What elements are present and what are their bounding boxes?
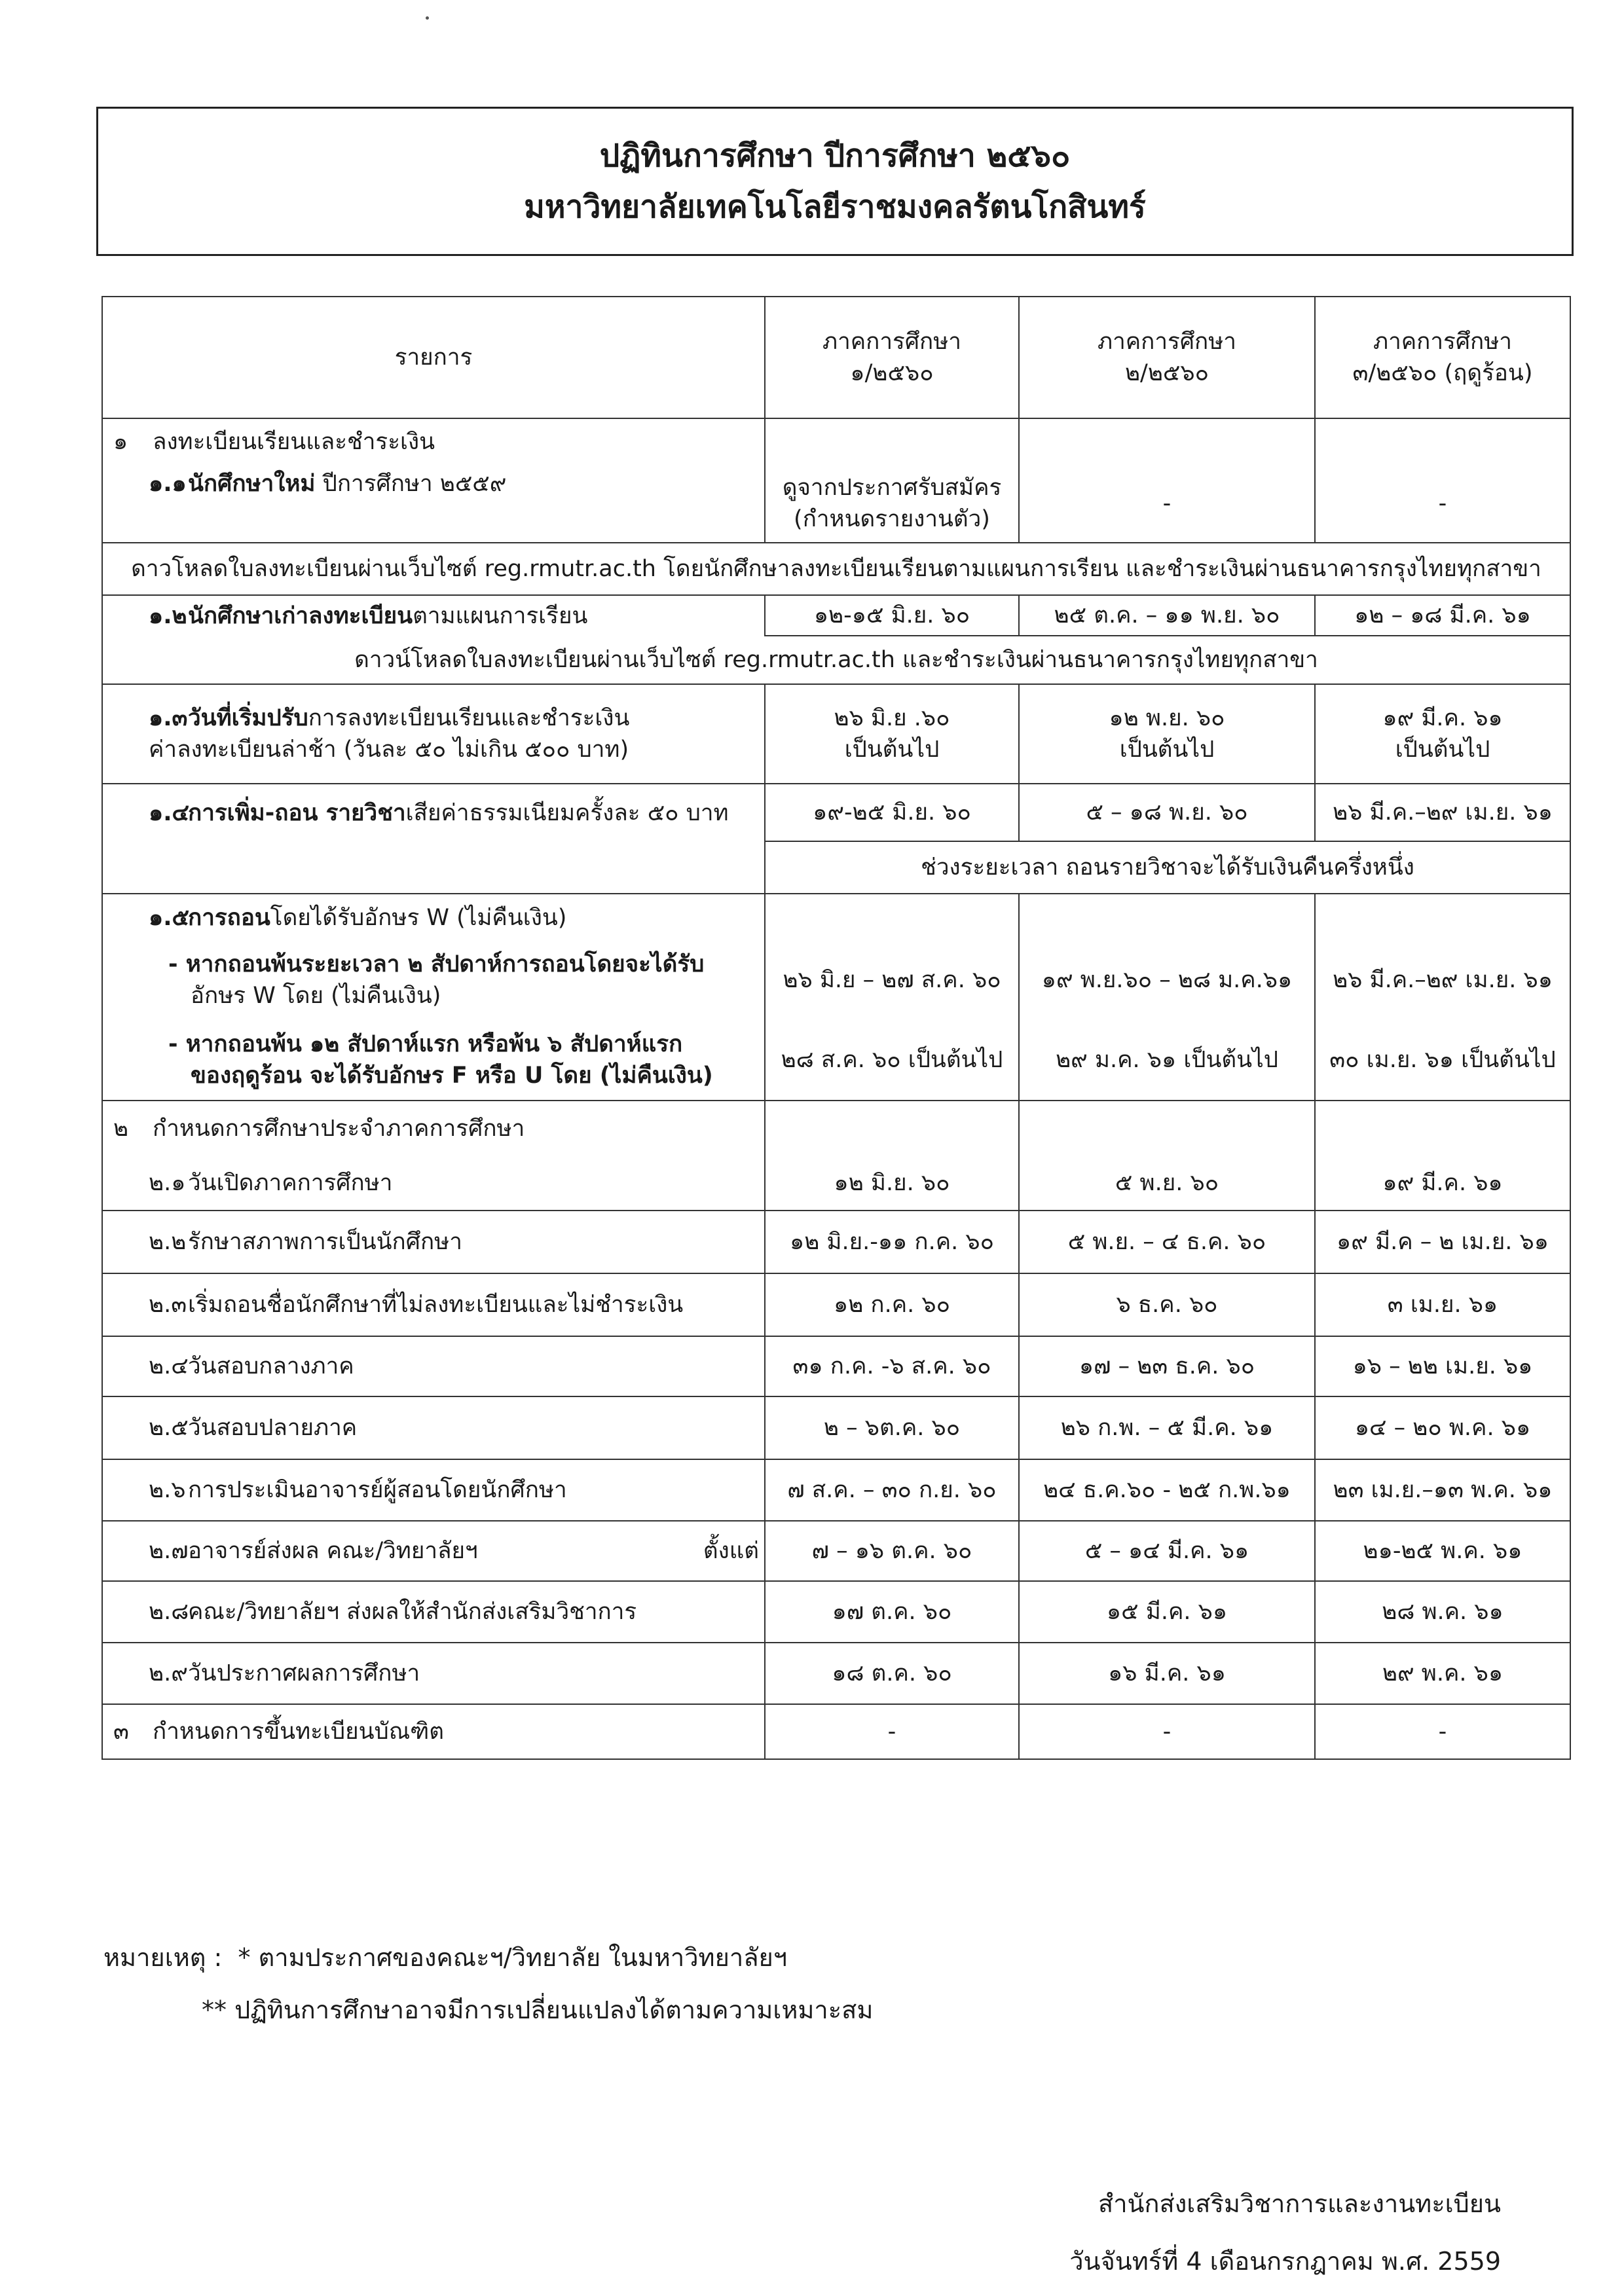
registration-note-1: ดาวโหลดใบลงทะเบียนผ่านเว็บไซต์ reg.rmutr.ac.th โดยนักศึกษาลงทะเบียนเรียนตามแผนการเรียน และชำระเงินผ่านธนาคารกรุงไทยทุกสาขา bbox=[102, 543, 1570, 595]
row-2-1-num: ๒.๑ bbox=[149, 1169, 186, 1196]
header-term-3-line2: ๓/๒๕๖๐ (ฤดูร้อน) bbox=[1352, 360, 1533, 386]
academic-calendar-table bbox=[101, 296, 1571, 1760]
empty-cell bbox=[765, 1101, 1019, 1156]
row-1-1-term-3: - bbox=[1315, 464, 1570, 543]
row-2-9-text: วันประกาศผลการศึกษา bbox=[188, 1660, 420, 1686]
section-3-row bbox=[102, 1704, 1570, 1759]
row-2-4-label bbox=[102, 1336, 765, 1396]
row-2-3-text: เริ่มถอนชื่อนักศึกษาที่ไม่ลงทะเบียนและไม่ชำระเงิน bbox=[188, 1292, 684, 1318]
row-1-5-b-term-2: ๒๙ ม.ค. ๖๑ เป็นต้นไป bbox=[1019, 1019, 1315, 1101]
row-2-2-label bbox=[102, 1211, 765, 1273]
row-2-2 bbox=[102, 1211, 1570, 1273]
section-1-label bbox=[102, 418, 765, 464]
section-1-row bbox=[102, 418, 1570, 464]
row-2-3-term-1: ๑๒ ก.ค. ๖๐ bbox=[765, 1273, 1019, 1336]
header-term-1 bbox=[765, 297, 1019, 418]
section-2-label bbox=[102, 1101, 765, 1156]
row-2-8-num: ๒.๘ bbox=[149, 1599, 189, 1625]
row-2-9-label bbox=[102, 1643, 765, 1704]
empty-cell bbox=[765, 418, 1019, 464]
row-2-1-label bbox=[102, 1156, 765, 1211]
row-1-5-b-label bbox=[102, 1019, 765, 1101]
section-2-text: กำหนดการศึกษาประจำภาคการศึกษา bbox=[153, 1115, 525, 1142]
scan-speck bbox=[426, 16, 429, 20]
row-1-5-label bbox=[102, 894, 765, 941]
row-2-2-term-1: ๑๒ มิ.ย.-๑๑ ก.ค. ๖๐ bbox=[765, 1211, 1019, 1273]
row-1-3-term-1 bbox=[765, 684, 1019, 784]
row-1-2-text: ตามแผนการเรียน bbox=[413, 602, 588, 629]
row-1-2-term-1: ๑๒-๑๕ มิ.ย. ๖๐ bbox=[765, 595, 1019, 636]
row-1-1-label bbox=[102, 464, 765, 543]
empty-cell bbox=[1315, 418, 1570, 464]
header-term-2-line1: ภาคการศึกษา bbox=[1098, 329, 1236, 355]
empty-cell bbox=[765, 894, 1019, 941]
row-2-7-text: อาจารย์ส่งผล คณะ/วิทยาลัยฯ bbox=[188, 1538, 478, 1564]
row-2-8-term-1: ๑๗ ต.ค. ๖๐ bbox=[765, 1581, 1019, 1643]
row-2-4-num: ๒.๔ bbox=[149, 1353, 189, 1379]
row-2-5-label bbox=[102, 1396, 765, 1459]
empty-cell bbox=[1019, 894, 1315, 941]
row-1-1-term-2: - bbox=[1019, 464, 1315, 543]
row-2-7-term-1: ๗ – ๑๖ ต.ค. ๖๐ bbox=[765, 1521, 1019, 1581]
row-1-3-bold: วันที่เริ่มปรับ bbox=[188, 705, 308, 731]
row-2-1-term-3: ๑๙ มี.ค. ๖๑ bbox=[1315, 1156, 1570, 1211]
row-1-5-bold: การถอน bbox=[188, 904, 270, 931]
row-1-5-text: โดยได้รับอักษร W (ไม่คืนเงิน) bbox=[270, 904, 567, 931]
empty-cell bbox=[1019, 1101, 1315, 1156]
header-term-3-line1: ภาคการศึกษา bbox=[1373, 329, 1512, 355]
row-1-1-bold: นักศึกษาใหม่ bbox=[188, 471, 316, 497]
row-1-3-term-3 bbox=[1315, 684, 1570, 784]
row-2-6-text: การประเมินอาจารย์ผู้สอนโดยนักศึกษา bbox=[188, 1477, 567, 1503]
section-3-term-1: - bbox=[765, 1704, 1019, 1759]
university-name: มหาวิทยาลัยเทคโนโลยีราชมงคลรัตนโกสินทร์ bbox=[524, 189, 1146, 225]
section-3-label bbox=[102, 1704, 765, 1759]
row-2-5 bbox=[102, 1396, 1570, 1459]
section-2-row bbox=[102, 1101, 1570, 1156]
empty-cell bbox=[1315, 1101, 1570, 1156]
row-2-2-text: รักษาสภาพการเป็นนักศึกษา bbox=[188, 1229, 462, 1255]
row-2-8-term-2: ๑๕ มี.ค. ๖๑ bbox=[1019, 1581, 1315, 1643]
row-2-7 bbox=[102, 1521, 1570, 1581]
issue-date: วันจันทร์ที่ 4 เดือนกรกฎาคม พ.ศ. 2559 bbox=[1069, 2247, 1501, 2276]
row-1-3 bbox=[102, 684, 1570, 784]
row-2-1-text: วันเปิดภาคการศึกษา bbox=[188, 1169, 393, 1196]
row-2-3 bbox=[102, 1273, 1570, 1336]
row-1-5-a-line2: อักษร W โดย (ไม่คืนเงิน) bbox=[191, 983, 441, 1009]
row-2-9 bbox=[102, 1643, 1570, 1704]
row-1-3-term-2-date: ๑๒ พ.ย. ๖๐ bbox=[1109, 705, 1225, 731]
row-1-1-term-1-line2: (กำหนดรายงานตัว) bbox=[794, 505, 990, 532]
row-1-5-a-term-1: ๒๖ มิ.ย – ๒๗ ส.ค. ๖๐ bbox=[765, 941, 1019, 1019]
remarks bbox=[103, 1931, 873, 2036]
section-3-term-2: - bbox=[1019, 1704, 1315, 1759]
row-1-1-text: ปีการศึกษา ๒๕๕๙ bbox=[322, 471, 507, 497]
row-2-5-num: ๒.๕ bbox=[149, 1415, 189, 1441]
empty-cell bbox=[102, 841, 765, 894]
section-3-num: ๓ bbox=[113, 1719, 129, 1745]
row-1-5 bbox=[102, 894, 1570, 941]
header-term-2 bbox=[1019, 297, 1315, 418]
row-2-3-term-2: ๖ ธ.ค. ๖๐ bbox=[1019, 1273, 1315, 1336]
title-box bbox=[96, 107, 1574, 256]
row-2-7-term-2: ๕ – ๑๔ มี.ค. ๖๑ bbox=[1019, 1521, 1315, 1581]
remark-1 bbox=[103, 1931, 873, 1984]
row-2-9-term-3: ๒๙ พ.ค. ๖๑ bbox=[1315, 1643, 1570, 1704]
header-term-1-line2: ๑/๒๕๖๐ bbox=[850, 360, 934, 386]
row-2-4 bbox=[102, 1336, 1570, 1396]
section-2-num: ๒ bbox=[113, 1115, 129, 1142]
remark-2: ** ปฏิทินการศึกษาอาจมีการเปลี่ยนแปลงได้ตามความเหมาะสม bbox=[202, 1995, 874, 2024]
registration-note-2: ดาวน์โหลดใบลงทะเบียนผ่านเว็บไซต์ reg.rmutr.ac.th และชำระเงินผ่านธนาคารกรุงไทยทุกสาขา bbox=[102, 636, 1570, 684]
row-2-6-term-3: ๒๓ เม.ย.–๑๓ พ.ค. ๖๑ bbox=[1315, 1459, 1570, 1521]
row-1-1 bbox=[102, 464, 1570, 543]
row-1-4-bold: การเพิ่ม-ถอน รายวิชา bbox=[188, 799, 406, 826]
row-1-5-b-term-3: ๓๐ เม.ย. ๖๑ เป็นต้นไป bbox=[1315, 1019, 1570, 1101]
row-1-5-a-term-2: ๑๙ พ.ย.๖๐ – ๒๘ ม.ค.๖๑ bbox=[1019, 941, 1315, 1019]
row-1-2-num: ๑.๒ bbox=[149, 602, 187, 629]
row-2-7-term-3: ๒๑-๒๕ พ.ค. ๖๑ bbox=[1315, 1521, 1570, 1581]
header-term-1-line1: ภาคการศึกษา bbox=[822, 329, 961, 355]
row-1-4 bbox=[102, 784, 1570, 841]
row-1-4-text: เสียค่าธรรมเนียมครั้งละ ๕๐ บาท bbox=[405, 799, 729, 826]
row-1-5-a-term-3: ๒๖ มี.ค.–๒๙ เม.ย. ๖๑ bbox=[1315, 941, 1570, 1019]
row-2-1-term-2: ๕ พ.ย. ๖๐ bbox=[1019, 1156, 1315, 1211]
row-2-3-num: ๒.๓ bbox=[149, 1292, 187, 1318]
row-2-5-term-2: ๒๖ ก.พ. – ๕ มี.ค. ๖๑ bbox=[1019, 1396, 1315, 1459]
row-1-3-text-2: ค่าลงทะเบียนล่าช้า (วันละ ๕๐ ไม่เกิน ๕๐๐ บาท) bbox=[149, 737, 629, 763]
row-2-5-text: วันสอบปลายภาค bbox=[188, 1415, 358, 1441]
row-1-3-term-2 bbox=[1019, 684, 1315, 784]
row-1-5-a bbox=[102, 941, 1570, 1019]
row-1-2-label bbox=[102, 595, 765, 636]
section-3-text: กำหนดการขึ้นทะเบียนบัณฑิต bbox=[153, 1719, 445, 1745]
row-1-3-term-3-date: ๑๙ มี.ค. ๖๑ bbox=[1382, 705, 1503, 731]
section-1-text: ลงทะเบียนเรียนและชำระเงิน bbox=[153, 428, 435, 455]
row-1-3-label bbox=[102, 684, 765, 784]
row-1-3-term-1-date: ๒๖ มิ.ย .๖๐ bbox=[834, 705, 950, 731]
header-term-2-line2: ๒/๒๕๖๐ bbox=[1124, 360, 1209, 386]
row-2-6-term-2: ๒๔ ธ.ค.๖๐ - ๒๕ ก.พ.๖๑ bbox=[1019, 1459, 1315, 1521]
row-1-3-term-3-onward: เป็นต้นไป bbox=[1395, 737, 1490, 763]
remarks-label: หมายเหตุ : bbox=[103, 1943, 223, 1972]
row-1-5-num: ๑.๕ bbox=[149, 904, 190, 931]
empty-cell bbox=[1019, 418, 1315, 464]
row-1-2-bold: นักศึกษาเก่าลงทะเบียน bbox=[188, 602, 413, 629]
note-row-1 bbox=[102, 543, 1570, 595]
row-2-6-label bbox=[102, 1459, 765, 1521]
header-item: รายการ bbox=[102, 297, 765, 418]
row-1-5-a-label bbox=[102, 941, 765, 1019]
row-2-5-term-3: ๑๔ – ๒๐ พ.ค. ๖๑ bbox=[1315, 1396, 1570, 1459]
row-2-7-label bbox=[102, 1521, 765, 1581]
row-1-5-a-line1: - หากถอนพ้นระยะเวลา ๒ สัปดาห์การถอนโดยจะได้รับ bbox=[168, 951, 705, 977]
row-1-4-label bbox=[102, 784, 765, 841]
row-2-9-term-1: ๑๘ ต.ค. ๖๐ bbox=[765, 1643, 1019, 1704]
row-2-8-term-3: ๒๘ พ.ค. ๖๑ bbox=[1315, 1581, 1570, 1643]
row-1-5-b-line1: - หากถอนพ้น ๑๒ สัปดาห์แรก หรือพ้น ๖ สัปดาห์แรก bbox=[168, 1030, 683, 1057]
row-1-4-note-row bbox=[102, 841, 1570, 894]
row-1-3-term-1-onward: เป็นต้นไป bbox=[844, 737, 940, 763]
row-2-3-term-3: ๓ เม.ย. ๖๑ bbox=[1315, 1273, 1570, 1336]
row-2-2-term-2: ๕ พ.ย. – ๔ ธ.ค. ๖๐ bbox=[1019, 1211, 1315, 1273]
row-1-5-b bbox=[102, 1019, 1570, 1101]
row-1-3-term-2-onward: เป็นต้นไป bbox=[1119, 737, 1215, 763]
section-1-num: ๑ bbox=[113, 428, 128, 455]
issuing-office: สำนักส่งเสริมวิชาการและงานทะเบียน bbox=[1098, 2189, 1501, 2218]
row-1-3-text: การลงทะเบียนเรียนและชำระเงิน bbox=[308, 705, 630, 731]
note-row-2 bbox=[102, 636, 1570, 684]
row-2-1-term-1: ๑๒ มิ.ย. ๖๐ bbox=[765, 1156, 1019, 1211]
row-1-4-term-1: ๑๙-๒๕ มิ.ย. ๖๐ bbox=[765, 784, 1019, 841]
row-2-9-num: ๒.๙ bbox=[149, 1660, 188, 1686]
row-2-8-label bbox=[102, 1581, 765, 1643]
row-2-4-term-1: ๓๑ ก.ค. -๖ ส.ค. ๖๐ bbox=[765, 1336, 1019, 1396]
page-title: ปฏิทินการศึกษา ปีการศึกษา ๒๕๖๐ bbox=[599, 137, 1071, 174]
row-1-1-term-1-line1: ดูจากประกาศรับสมัคร bbox=[782, 474, 1002, 501]
section-3-term-3: - bbox=[1315, 1704, 1570, 1759]
row-2-5-term-1: ๒ – ๖ต.ค. ๖๐ bbox=[765, 1396, 1019, 1459]
row-2-6 bbox=[102, 1459, 1570, 1521]
row-1-5-b-line2: ของฤดูร้อน จะได้รับอักษร F หรือ U โดย (ไม่คืนเงิน) bbox=[191, 1062, 713, 1089]
row-2-9-term-2: ๑๖ มี.ค. ๖๑ bbox=[1019, 1643, 1315, 1704]
row-2-4-text: วันสอบกลางภาค bbox=[188, 1353, 354, 1379]
remark-1-text: * ตามประกาศของคณะฯ/วิทยาลัย ในมหาวิทยาลัยฯ bbox=[238, 1943, 788, 1972]
footer bbox=[1069, 2175, 1501, 2290]
row-1-5-b-term-1: ๒๘ ส.ค. ๖๐ เป็นต้นไป bbox=[765, 1019, 1019, 1101]
row-1-4-term-3: ๒๖ มี.ค.–๒๙ เม.ย. ๖๑ bbox=[1315, 784, 1570, 841]
row-2-1 bbox=[102, 1156, 1570, 1211]
row-2-8-text: คณะ/วิทยาลัยฯ ส่งผลให้สำนักส่งเสริมวิชาการ bbox=[188, 1599, 637, 1625]
row-1-2 bbox=[102, 595, 1570, 636]
row-1-1-term-1 bbox=[765, 464, 1019, 543]
row-2-6-num: ๒.๖ bbox=[149, 1477, 186, 1503]
row-1-2-term-2: ๒๕ ต.ค. – ๑๑ พ.ย. ๖๐ bbox=[1019, 595, 1315, 636]
row-1-1-num: ๑.๑ bbox=[149, 471, 187, 497]
row-2-2-num: ๒.๒ bbox=[149, 1229, 187, 1255]
row-2-4-term-2: ๑๗ – ๒๓ ธ.ค. ๖๐ bbox=[1019, 1336, 1315, 1396]
withdraw-refund-note: ช่วงระยะเวลา ถอนรายวิชาจะได้รับเงินคืนครึ่งหนึ่ง bbox=[765, 841, 1570, 894]
row-2-6-term-1: ๗ ส.ค. – ๓๐ ก.ย. ๖๐ bbox=[765, 1459, 1019, 1521]
table-header-row bbox=[102, 297, 1570, 418]
header-term-3 bbox=[1315, 297, 1570, 418]
row-2-4-term-3: ๑๖ – ๒๒ เม.ย. ๖๑ bbox=[1315, 1336, 1570, 1396]
row-1-2-term-3: ๑๒ – ๑๘ มี.ค. ๖๑ bbox=[1315, 595, 1570, 636]
row-2-7-since: ตั้งแต่ bbox=[703, 1538, 759, 1564]
row-2-7-num: ๒.๗ bbox=[149, 1538, 189, 1564]
row-2-3-label bbox=[102, 1273, 765, 1336]
row-2-2-term-3: ๑๙ มี.ค – ๒ เม.ย. ๖๑ bbox=[1315, 1211, 1570, 1273]
row-1-4-num: ๑.๔ bbox=[149, 799, 190, 826]
row-1-3-num: ๑.๓ bbox=[149, 705, 188, 731]
empty-cell bbox=[1315, 894, 1570, 941]
row-2-8 bbox=[102, 1581, 1570, 1643]
row-1-4-term-2: ๕ – ๑๘ พ.ย. ๖๐ bbox=[1019, 784, 1315, 841]
